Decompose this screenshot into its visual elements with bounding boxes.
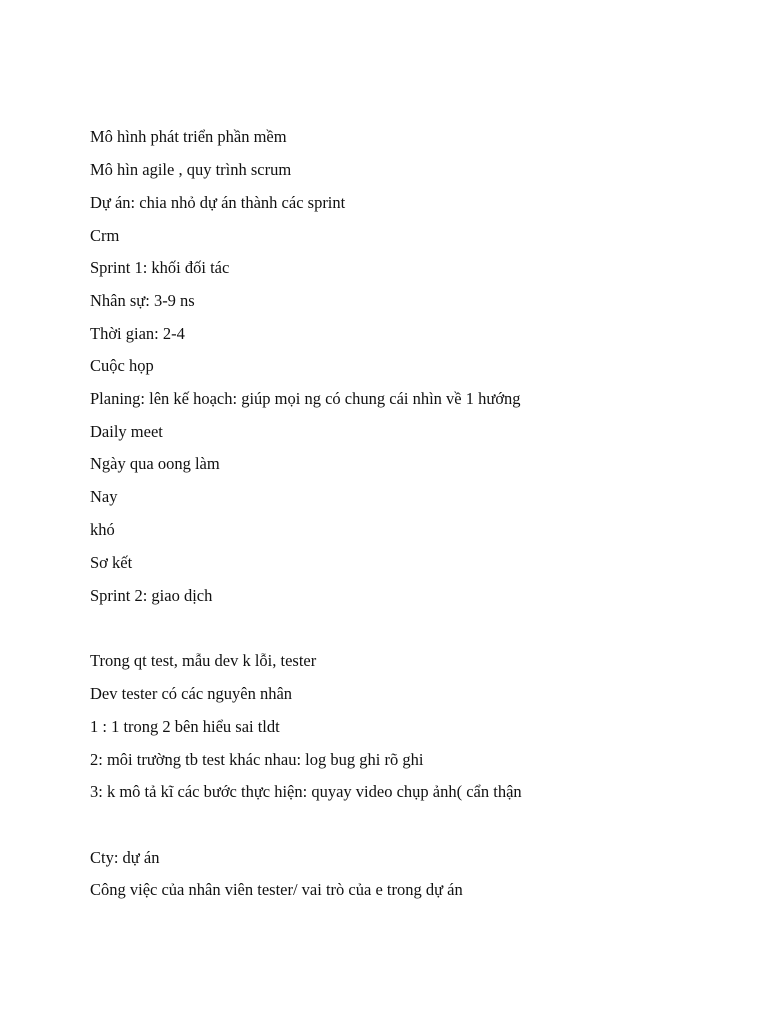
text-line: Dự án: chia nhỏ dự án thành các sprint [90, 193, 346, 212]
text-line: Dev tester có các nguyên nhân [90, 684, 293, 703]
text-line: Thời gian: 2-4 [90, 324, 185, 343]
text-line: Mô hình phát triển phần mềm [90, 127, 287, 146]
text-line: Sơ kết [90, 553, 133, 572]
text-line: 3: k mô tả kĩ các bước thực hiện: quyay video chụp ảnh( cẩn thận [90, 782, 522, 801]
text-line: Nay [90, 487, 118, 506]
text-line: Trong qt test, mẫu dev k lỗi, tester [90, 651, 317, 670]
text-line: 2: môi trường tb test khác nhau: log bug ghi rõ ghi [90, 750, 424, 769]
text-line: Sprint 1: khối đối tác [90, 258, 230, 277]
text-line: Mô hìn agile , quy trình scrum [90, 160, 292, 179]
text-line: Cuộc họp [90, 356, 154, 375]
text-line: Crm [90, 226, 120, 245]
text-line: Daily meet [90, 422, 163, 441]
text-line: Planing: lên kế hoạch: giúp mọi ng có chung cái nhìn về 1 hướng [90, 389, 521, 408]
text-line: 1 : 1 trong 2 bên hiểu sai tldt [90, 717, 280, 736]
text-line: Ngày qua oong làm [90, 454, 220, 473]
text-line: Sprint 2: giao dịch [90, 586, 213, 605]
text-line: Nhân sự: 3-9 ns [90, 291, 195, 310]
text-line: Cty: dự án [90, 848, 160, 867]
text-line: khó [90, 520, 115, 539]
text-line: Công việc của nhân viên tester/ vai trò của e trong dự án [90, 880, 463, 899]
